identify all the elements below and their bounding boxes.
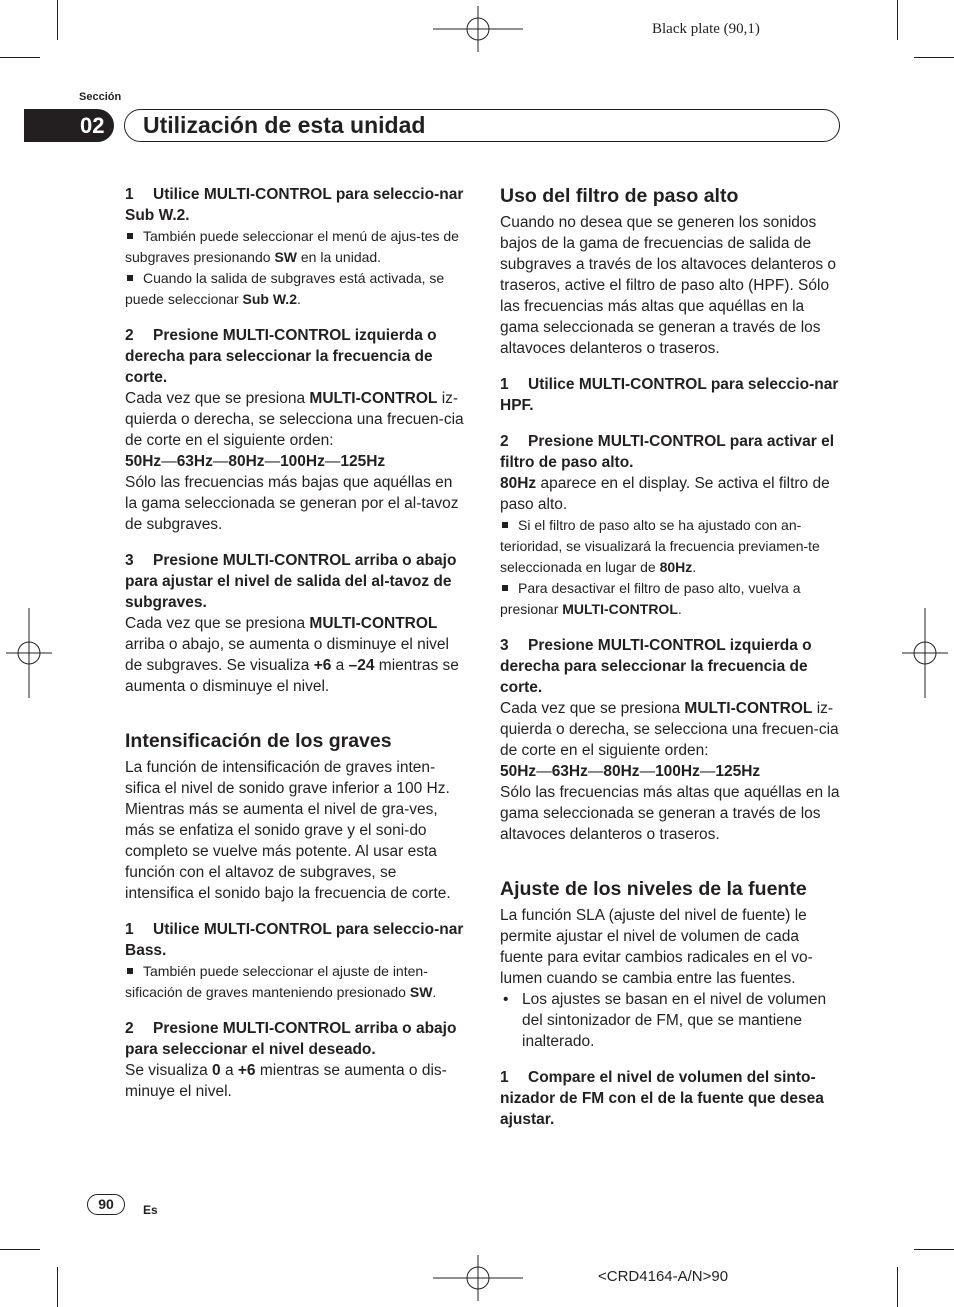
language-code: Es — [143, 1203, 158, 1217]
body-text: 80Hz aparece en el display. Se activa el filtro de paso alto. — [500, 475, 830, 513]
registration-mark-left — [6, 608, 52, 698]
square-bullet-icon — [127, 968, 133, 974]
frequency-sequence: 50Hz—63Hz—80Hz—100Hz—125Hz — [500, 763, 761, 780]
registration-mark-top — [433, 6, 523, 52]
left-column — [125, 184, 465, 1102]
crop-mark — [57, 0, 58, 40]
frequency-sequence: 50Hz—63Hz—80Hz—100Hz—125Hz — [125, 453, 386, 470]
step-heading: 2 Presione MULTI-CONTROL arriba o abajo para seleccionar el nivel deseado. — [125, 1020, 457, 1058]
section-label: Sección — [79, 91, 122, 103]
body-text: Sólo las frecuencias más bajas que aquéllas en la gama seleccionada se generan por el al-tavoz de subgraves. — [125, 474, 459, 533]
body-text: La función SLA (ajuste del nivel de fuente) le permite ajustar el nivel de volumen de cada fuente para evitar cambios radicales en el vo-lumen cuando se cambia entre las fuentes. — [500, 907, 813, 987]
note: Para desactivar el filtro de paso alto, vuelva a presionar MULTI-CONTROL. — [500, 580, 801, 617]
body-text: Sólo las frecuencias más altas que aquéllas en la gama seleccionada se generan a través de los altavoces delanteros o traseros. — [500, 784, 840, 843]
registration-mark-bottom — [433, 1255, 523, 1301]
square-bullet-icon — [127, 233, 133, 239]
registration-mark-right — [902, 608, 948, 698]
crop-mark — [897, 1267, 898, 1307]
plate-label: Black plate (90,1) — [652, 21, 760, 37]
section-number: 02 — [24, 109, 114, 142]
body-text: La función de intensificación de graves inten-sifica el nivel de sonido grave inferior a 100 Hz. Mientras más se aumenta el nivel de gra-ves, más se enfatiza el sonido grave y el soni-do completo se vuelve más potente. Al usar esta función con el altavoz de subgraves, se intensifica el sonido bajo la frecuencia de corte. — [125, 759, 451, 902]
page-number: 90 — [87, 1194, 125, 1215]
crop-mark — [0, 1249, 40, 1250]
step-heading: 2 Presione MULTI-CONTROL para activar el filtro de paso alto. — [500, 433, 835, 471]
note: Si el filtro de paso alto se ha ajustado con an-terioridad, se visualizará la frecuencia previamen-te seleccionada en lugar de 80Hz. — [500, 517, 820, 575]
document-code: <CRD4164-A/N>90 — [598, 1268, 729, 1285]
step-heading: 2 Presione MULTI-CONTROL izquierda o derecha para seleccionar la frecuencia de corte. — [125, 327, 437, 386]
crop-mark — [57, 1267, 58, 1307]
dot-bullet-icon: • — [503, 991, 509, 1008]
square-bullet-icon — [502, 585, 508, 591]
note: Cuando la salida de subgraves está activada, se puede seleccionar Sub W.2. — [125, 270, 445, 307]
section-heading: Ajuste de los niveles de la fuente — [500, 878, 807, 900]
crop-mark — [897, 0, 898, 40]
crop-mark — [914, 57, 954, 58]
note: También puede seleccionar el ajuste de inten-sificación de graves manteniendo presionado SW. — [125, 963, 437, 1000]
section-title: Utilización de esta unidad — [124, 109, 840, 142]
section-heading: Uso del filtro de paso alto — [500, 185, 739, 207]
crop-mark — [914, 1249, 954, 1250]
step-heading: 1 Utilice MULTI-CONTROL para seleccio-nar HPF. — [500, 376, 839, 414]
body-text: Cada vez que se presiona MULTI-CONTROL arriba o abajo, se aumenta o disminuye el nivel de subgraves. Se visualiza +6 a –24 mientras se aumenta o disminuye el nivel. — [125, 615, 459, 695]
right-column — [500, 184, 842, 1130]
bullet-item: • Los ajustes se basan en el nivel de volumen del sintonizador de FM, que se mantiene inalterado. — [500, 989, 842, 1052]
step-heading: 1 Utilice MULTI-CONTROL para seleccio-nar Bass. — [125, 921, 464, 959]
step-heading: 1 Compare el nivel de volumen del sinto-nizador de FM con el de la fuente que desea ajustar. — [500, 1069, 824, 1128]
square-bullet-icon — [127, 275, 133, 281]
step-heading: 3 Presione MULTI-CONTROL arriba o abajo para ajustar el nivel de salida del al-tavoz de subgraves. — [125, 552, 457, 611]
body-text: Se visualiza 0 a +6 mientras se aumenta o dis-minuye el nivel. — [125, 1062, 447, 1100]
section-heading: Intensificación de los graves — [125, 730, 392, 752]
body-text: Cada vez que se presiona MULTI-CONTROL iz-quierda o derecha, se selecciona una frecuen-cia de corte en el siguiente orden: — [500, 700, 839, 759]
note: También puede seleccionar el menú de ajus-tes de subgraves presionando SW en la unidad. — [125, 228, 459, 265]
square-bullet-icon — [502, 522, 508, 528]
body-text: Cada vez que se presiona MULTI-CONTROL iz-quierda o derecha, se selecciona una frecuen-cia de corte en el siguiente orden: — [125, 390, 464, 449]
step-heading: 3 Presione MULTI-CONTROL izquierda o derecha para seleccionar la frecuencia de corte. — [500, 637, 812, 696]
crop-mark — [0, 57, 40, 58]
body-text: Cuando no desea que se generen los sonidos bajos de la gama de frecuencias de salida de subgraves a través de los altavoces delanteros o traseros, active el filtro de paso alto (HPF). Sólo las frecuencias más altas que aquéllas en la gama seleccionada se generan a través de los altavoces delanteros o traseros. — [500, 214, 837, 357]
step-heading: 1 Utilice MULTI-CONTROL para seleccio-nar Sub W.2. — [125, 186, 464, 224]
